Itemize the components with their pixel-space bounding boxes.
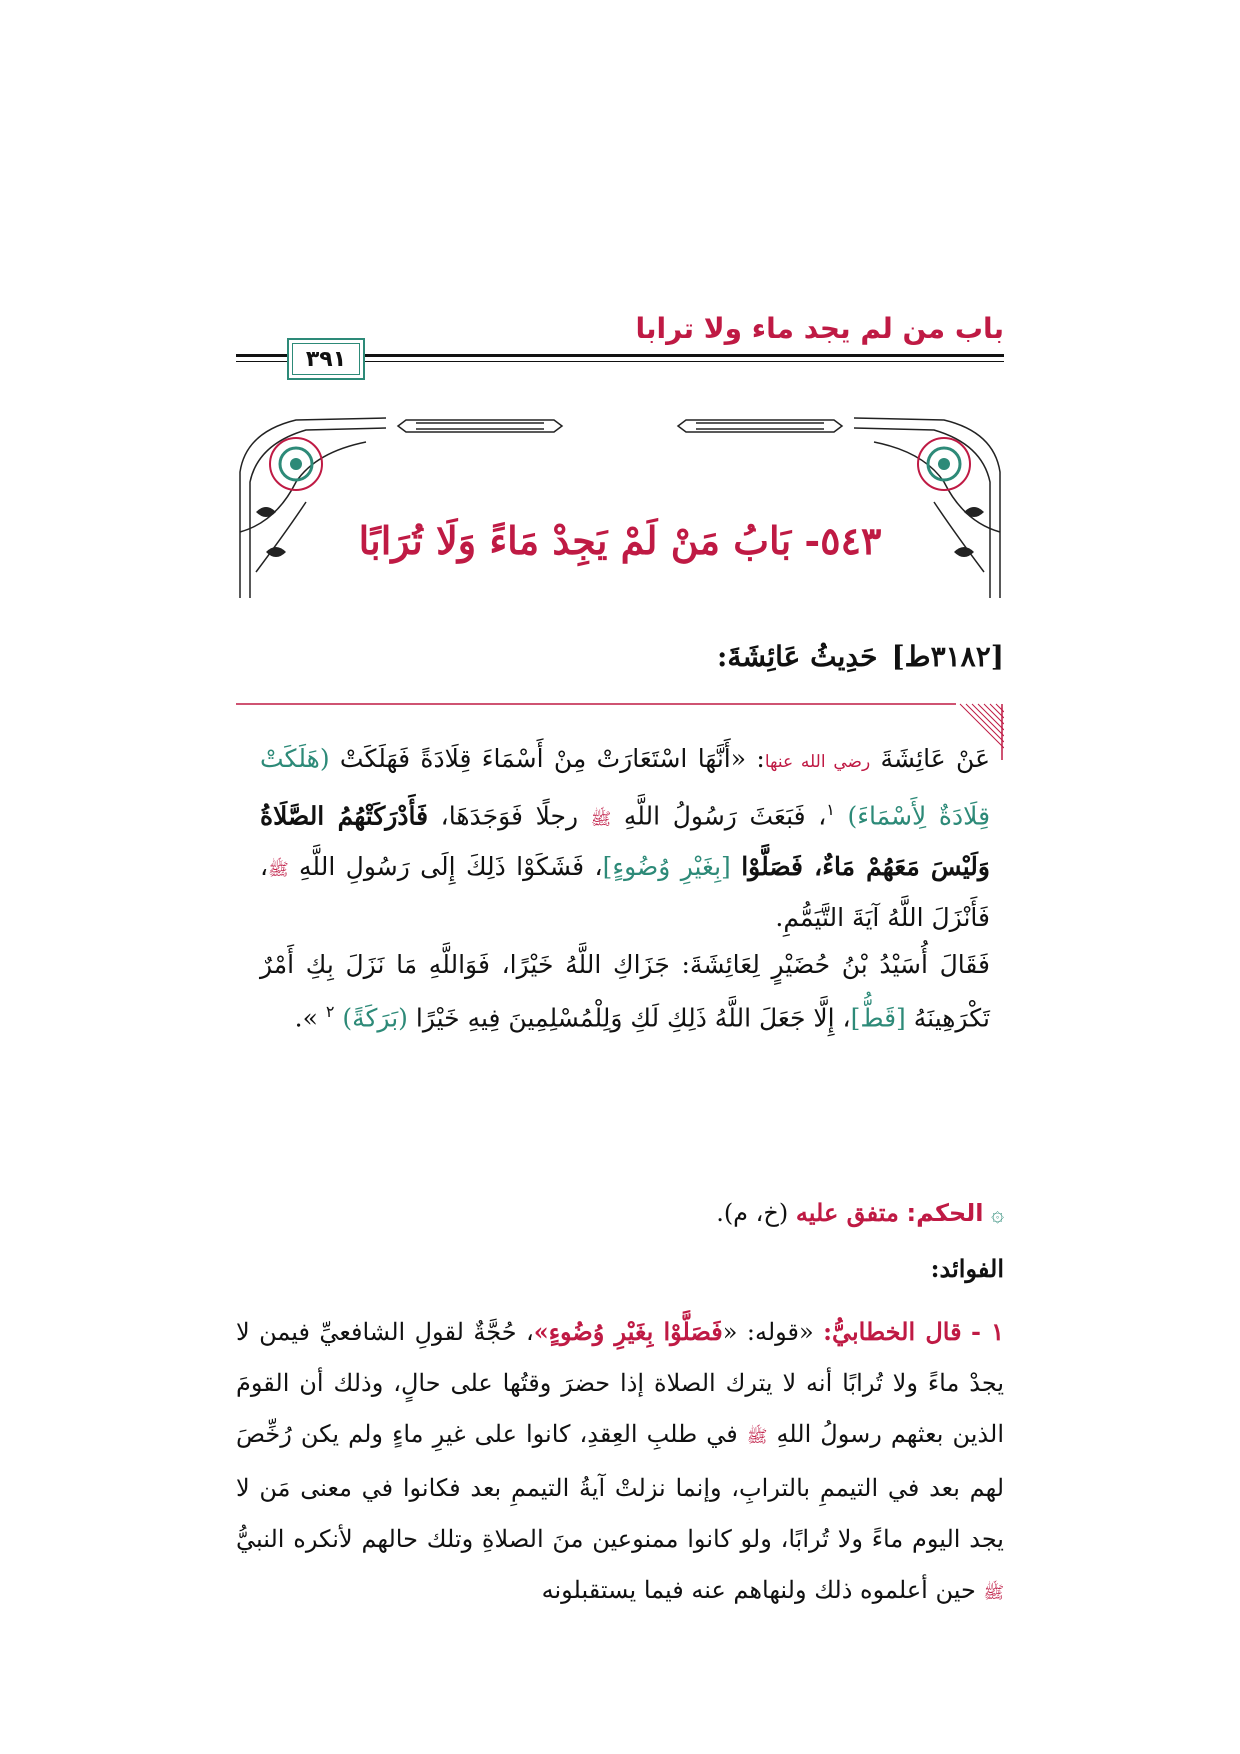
benefits-heading: الفوائد: bbox=[930, 1254, 1004, 1283]
hadith-heading bbox=[717, 640, 1004, 673]
benefit-author: قال الخطابيُّ: bbox=[823, 1317, 962, 1346]
variant-reading: [بِغَيْرِ وُضُوءٍ] bbox=[602, 852, 731, 882]
salla-allahu-glyph: ﷺ bbox=[746, 1427, 768, 1447]
variant-reading: (هَلَكَتْ قِلَادَةٌ لِأَسْمَاءَ) bbox=[260, 744, 991, 831]
ruling-sources: (خ، م). bbox=[716, 1199, 789, 1227]
variant-reading: (بَرَكَةً) bbox=[342, 1003, 408, 1033]
hadith-paragraph-2: فَقَالَ أُسَيْدُ بْنُ حُضَيْرٍ لِعَائِشَةَ: جَزَاكِ اللَّهُ خَيْرًا، فَوَاللَّهِ مَا نَزَلَ بِكِ أَمْرٌ تَكْرَهِينَهُ [قَطُّ]، إِلَّا جَعَلَ اللَّهُ ذَلِكِ لَكِ وَلِلْمُسْلِمِينَ فِيهِ خَيْرًا (بَرَكَةً) $^٢$ ». bbox=[260, 950, 990, 1033]
hadith-text bbox=[260, 735, 990, 1042]
chapter-ornament-frame bbox=[236, 412, 1004, 602]
footnote-marker: ١ bbox=[826, 800, 835, 819]
benefit-number: ١ - bbox=[970, 1317, 1004, 1346]
hadith-title: حَدِيثُ عَائِشَةَ: bbox=[717, 640, 878, 673]
ruling-value: متفق عليه bbox=[795, 1198, 899, 1227]
variant-reading: [قَطُّ] bbox=[850, 1003, 906, 1033]
ruling-line bbox=[716, 1198, 1004, 1227]
salla-allahu-glyph: ﷺ bbox=[983, 1583, 1004, 1603]
salla-allahu-glyph: ﷺ bbox=[268, 860, 289, 881]
hadith-paragraph-1: عَنْ عَائِشَةَ رضي الله عنها: «أَنَّهَا اسْتَعَارَتْ مِنْ أَسْمَاءَ قِلَادَةً فَهَلَكَتْ (هَلَكَتْ قِلَادَةٌ لِأَسْمَاءَ) $^١$، فَبَعَثَ رَسُولُ اللَّهِ ﷺ رجلًا فَوَجَدَهَا، فَأَدْرَكَتْهُمُ الصَّلَاةُ وَلَيْسَ مَعَهُمْ مَاءٌ، فَصَلَّوْا [بِغَيْرِ وُضُوءٍ]، فَشَكَوْا ذَلِكَ إِلَى رَسُولِ اللَّهِ ﷺ، فَأَنْزَلَ اللَّهُ آيَةَ التَّيَمُّمِ. bbox=[260, 744, 991, 933]
page-number-box bbox=[287, 338, 365, 380]
chapter-title: ٥٤٣- بَابُ مَنْ لَمْ يَجِدْ مَاءً وَلَا تُرَابًا bbox=[358, 518, 882, 563]
ruling-label: الحكم: bbox=[906, 1199, 984, 1227]
page-number: ٣٩١ bbox=[305, 346, 347, 372]
hadith-reference: [٣١٨٢ط] bbox=[891, 640, 1004, 673]
benefit-1-text: ١ - قال الخطابيُّ: «قوله: «فَصَلَّوْا بِغَيْرِ وُضُوءٍ»، حُجَّةٌ لقولِ الشافعيِّ فيمن لا يجدْ ماءً ولا تُرابًا أنه لا يترك الصلاة إذا حضرَ وقتُها على حالٍ، وذلك أن القومَ الذين بعثهم رسولُ اللهِ ﷺ في طلبِ العِقدِ، كانوا على غيرِ ماءٍ ولم يكن رُخِّصَ لهم بعد في التيممِ بالترابِ، وإنما نزلتْ آيةُ التيممِ بعد فكانوا في معنى مَن لا يجد اليوم ماءً ولا تُرابًا، ولو كانوا ممنوعين منَ الصلاةِ وتلك حالهم لأنكره النبيُّ ﷺ حين أعلموه ذلك ولنهاهم عنه فيما يستقبلونه bbox=[236, 1317, 1004, 1604]
salla-allahu-glyph: ﷺ bbox=[590, 809, 612, 830]
radiya-allahu-anha-glyph: رضي الله عنها bbox=[764, 752, 871, 772]
flower-icon: ۞ bbox=[991, 1202, 1004, 1227]
footnote-marker: ٢ bbox=[325, 1002, 335, 1022]
running-title: باب من لم يجد ماء ولا ترابا bbox=[635, 312, 1004, 345]
quoted-phrase: فَصَلَّوْا بِغَيْرِ وُضُوءٍ» bbox=[533, 1317, 723, 1346]
